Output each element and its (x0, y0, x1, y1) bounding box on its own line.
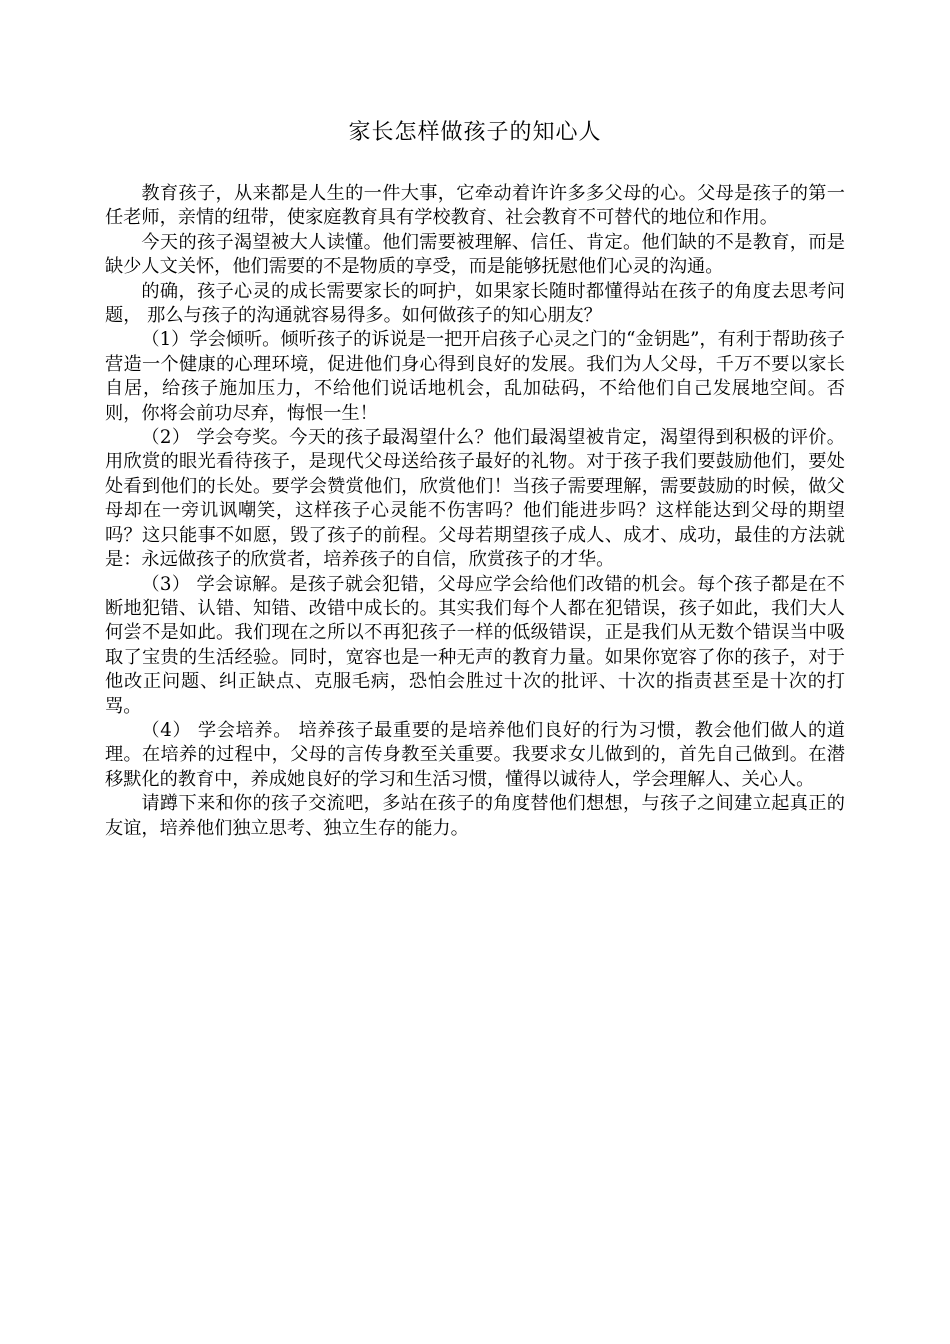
paragraph-children-needs: 今天的孩子渴望被大人读懂。他们需要被理解、信任、肯定。他们缺的不是教育，而是缺少人文关怀，他们需要的不是物质的享受，而是能够抚慰他们心灵的沟通。 (105, 231, 845, 278)
document-body (105, 182, 845, 841)
paragraph-conclusion: 请蹲下来和你的孩子交流吧，多站在孩子的角度替他们想想，与孩子之间建立起真正的友谊，培养他们独立思考、独立生存的能力。 (105, 793, 845, 839)
document-title: 家长怎样做孩子的知心人 (348, 120, 602, 145)
paragraph-forgive: （3） 学会谅解。是孩子就会犯错，父母应学会给他们改错的机会。每个孩子都是在不断地犯错、认错、知错、改错中成长的。其实我们每个人都在犯错误，孩子如此，我们大人何尝不是如此。我们现在之所以不再犯孩子一样的低级错误，正是我们从无数个错误当中吸取了宝贵的生活经验。同时，宽容也是一种无声的教育力量。如果你宽容了你的孩子，对于他改正问题、纠正缺点、克服毛病，恐怕会胜过十次的批评、十次的指责甚至是十次的打骂。 (105, 573, 845, 717)
paragraph-cultivate: （4） 学会培养。 培养孩子最重要的是培养他们良好的行为习惯，教会他们做人的道理。在培养的过程中，父母的言传身教至关重要。我要求女儿做到的，首先自己做到。在潜移默化的教育中，养成她良好的学习和生活习惯，懂得以诚待人，学会理解人、关心人。 (105, 719, 845, 790)
paragraph-intro: 教育孩子，从来都是人生的一件大事，它牵动着许许多多父母的心。父母是孩子的第一任老师，亲情的纽带，使家庭教育具有学校教育、社会教育不可替代的地位和作用。 (105, 183, 845, 229)
paragraph-listen: （1）学会倾听。倾听孩子的诉说是一把开启孩子心灵之门的“金钥匙”，有利于帮助孩子营造一个健康的心理环境，促进他们身心得到良好的发展。我们为人父母，千万不要以家长自居，给孩子施加压力，不给他们说话地机会，乱加砝码，不给他们自己发展地空间。否则，你将会前功尽弃，悔恨一生！ (105, 329, 845, 424)
paragraph-perspective: 的确，孩子心灵的成长需要家长的呵护，如果家长随时都懂得站在孩子的角度去思考问题， 那么与孩子的沟通就容易得多。如何做孩子的知心朋友？ (105, 280, 845, 327)
paragraph-praise: （2） 学会夸奖。今天的孩子最渴望什么？他们最渴望被肯定，渴望得到积极的评价。用欣赏的眼光看待孩子，是现代父母送给孩子最好的礼物。对于孩子我们要鼓励他们，要处处看到他们的长处。要学会赞赏他们，欣赏他们！当孩子需要理解，需要鼓励的时候，做父母却在一旁讥讽嘲笑，这样孩子心灵能不伤害吗？他们能进步吗？这样能达到父母的期望吗？这只能事不如愿，毁了孩子的前程。父母若期望孩子成人、成才、成功，最佳的方法就是：永远做孩子的欣赏者，培养孩子的自信，欣赏孩子的才华。 (105, 427, 845, 571)
